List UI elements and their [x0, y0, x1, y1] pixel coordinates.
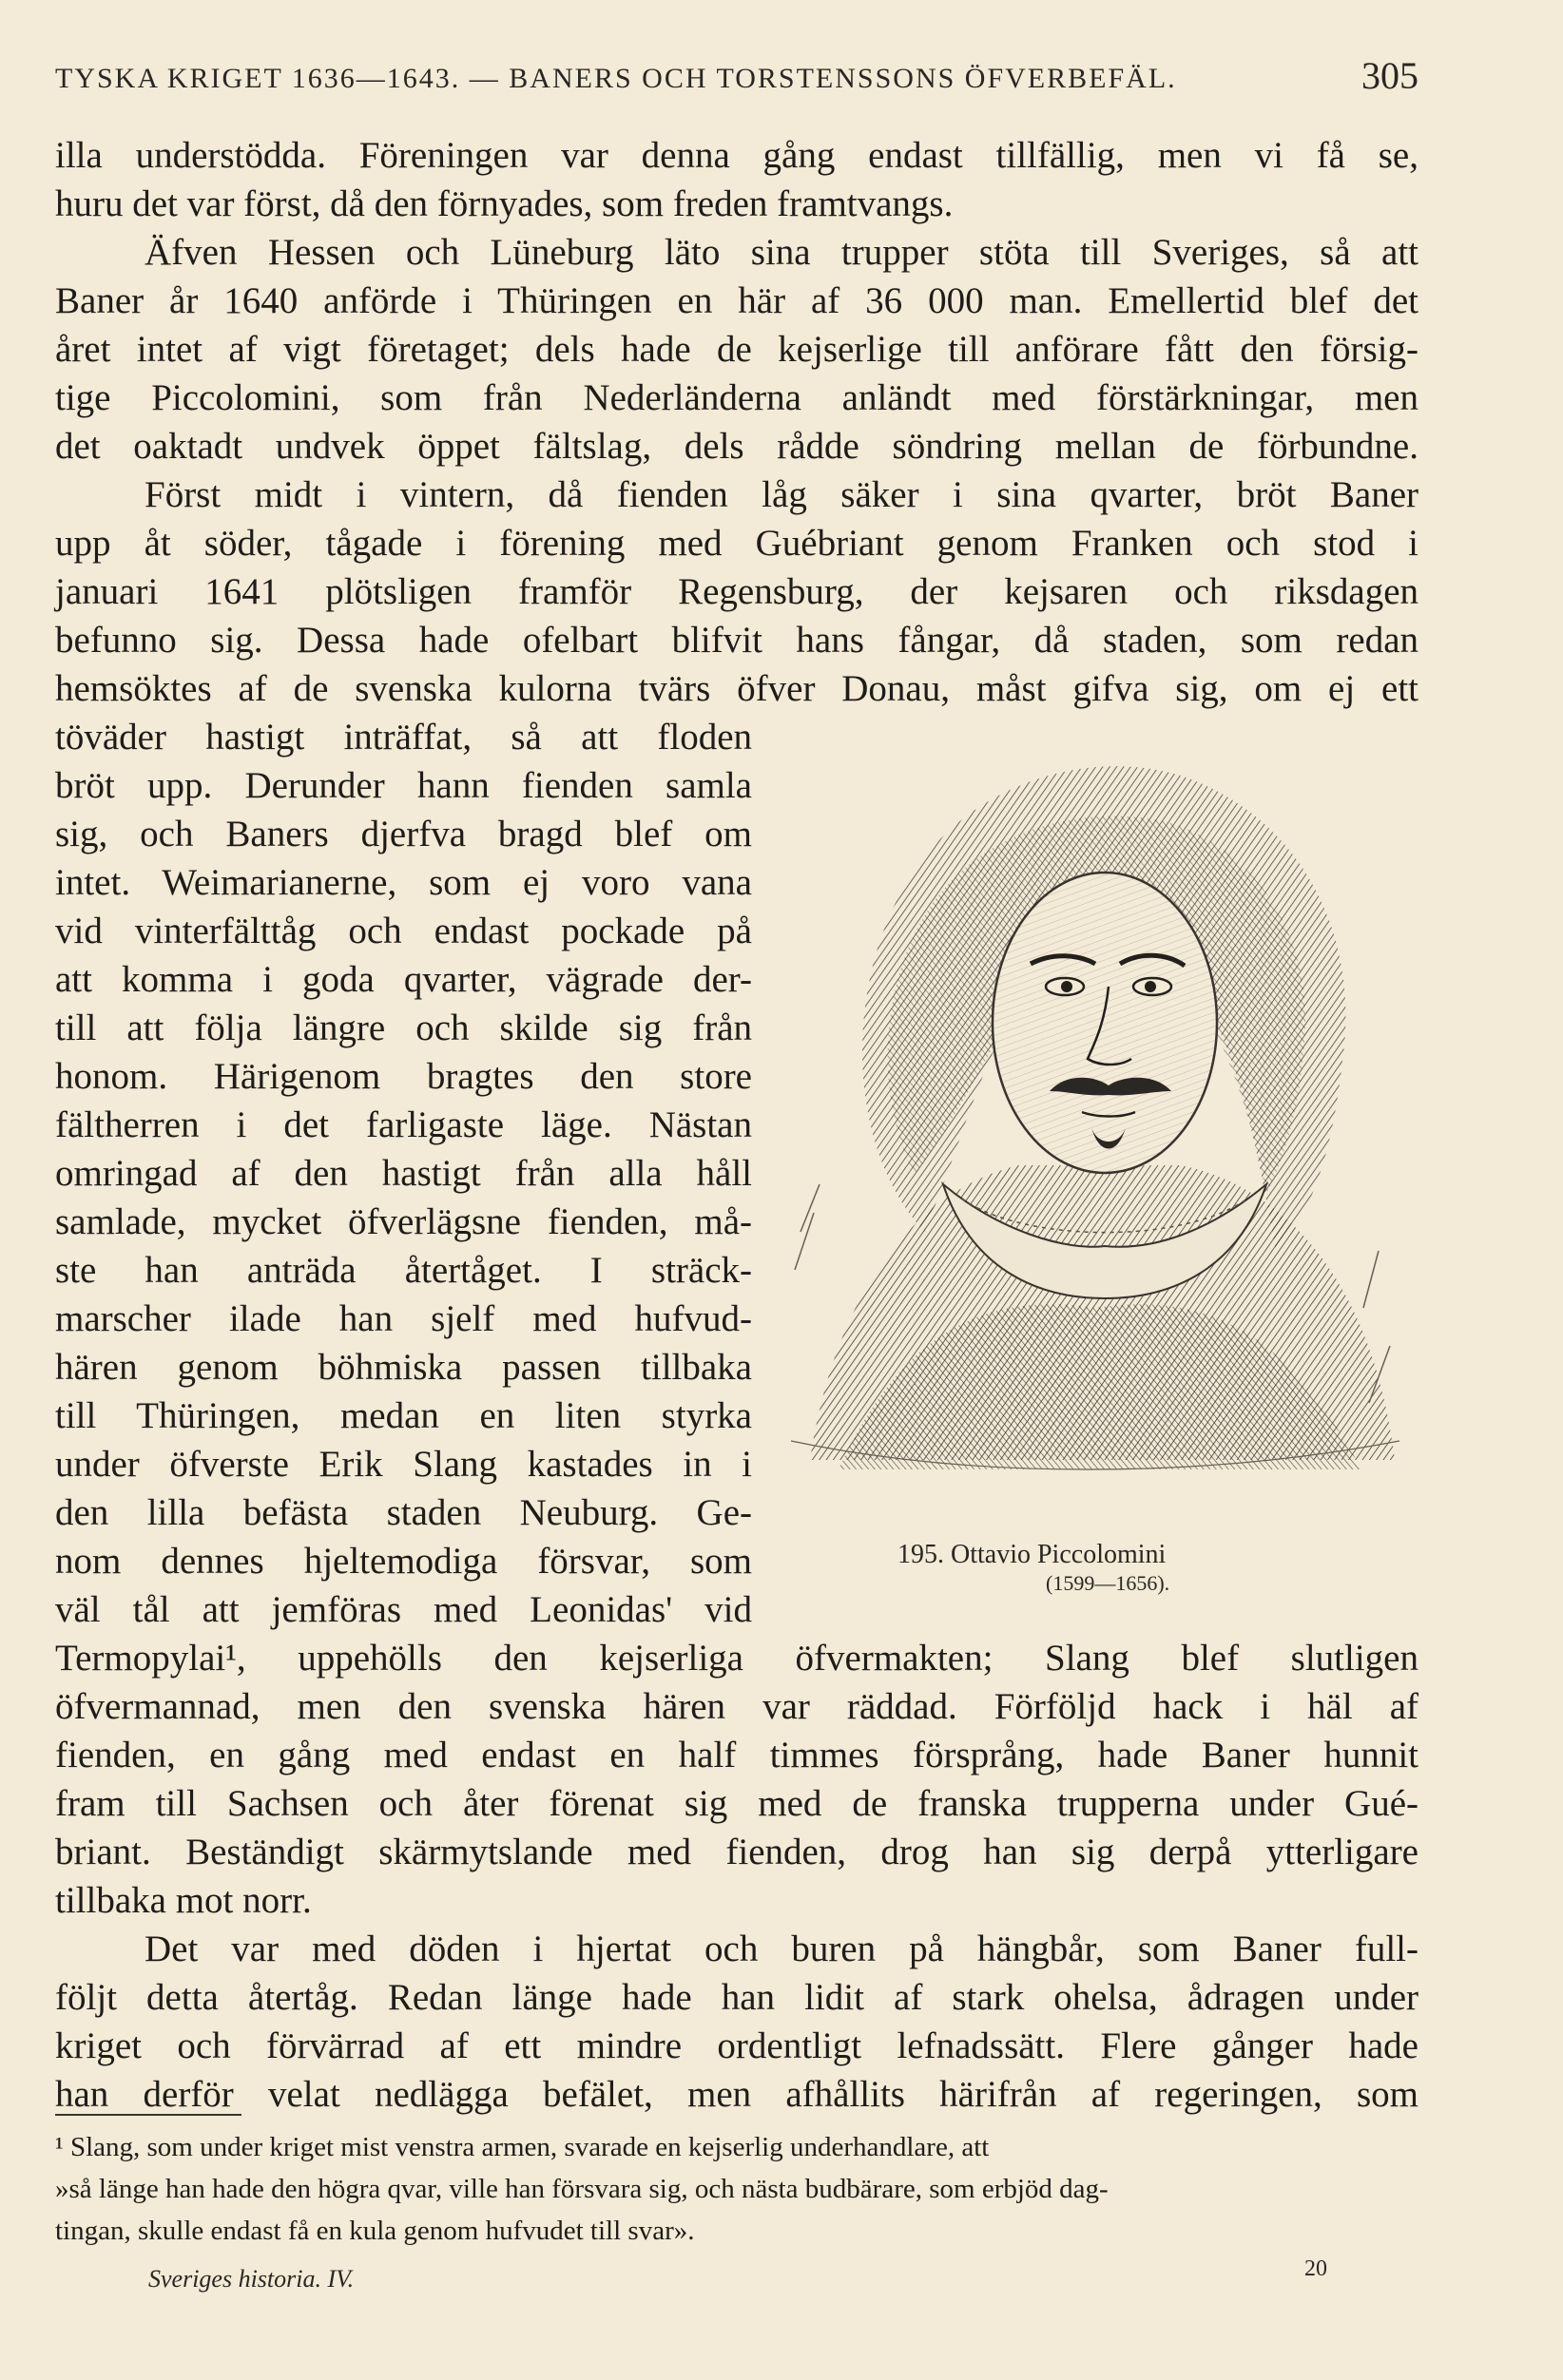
- body-line: sig, och Baners djerfva bragd blef om: [55, 814, 752, 854]
- body-line: hären genom böhmiska passen tillbaka: [55, 1347, 752, 1388]
- body-line: fram till Sachsen och åter förenat sig med de franska trupperna under Gué-: [55, 1783, 1418, 1824]
- body-line: briant. Beständigt skärmytslande med fienden, drog han sig derpå ytterligare: [55, 1832, 1418, 1872]
- body-line: Äfven Hessen och Lüneburg läto sina trupper stöta till Sveriges, så att: [145, 232, 1418, 273]
- body-line: under öfverste Erik Slang kastades in i: [55, 1444, 752, 1485]
- body-line: bröt upp. Derunder hann fienden samla: [55, 765, 752, 806]
- running-header: [55, 54, 1418, 97]
- body-line: öfvermannad, men den svenska hären var räddad. Förföljd hack i häl af: [55, 1686, 1418, 1727]
- body-line: väl tål att jemföras med Leonidas' vid: [55, 1589, 752, 1630]
- body-line: till Thüringen, medan en liten styrka: [55, 1395, 752, 1436]
- body-line: omringad af den hastigt från alla håll: [55, 1153, 752, 1194]
- body-line: ste han anträda återtåget. I sträck-: [55, 1250, 752, 1291]
- body-line: huru det var först, då den förnyades, som freden framtvangs.: [55, 183, 954, 224]
- body-line: kriget och förvärrad af ett mindre ordentligt lefnadssätt. Flere gånger hade: [55, 2025, 1418, 2066]
- body-line: januari 1641 plötsligen framför Regensburg, der kejsaren och riksdagen: [55, 571, 1418, 612]
- body-line: fienden, en gång med endast en half timmes försprång, hade Baner hunnit: [55, 1735, 1418, 1775]
- body-line: han derför velat nedlägga befälet, men afhållits härifrån af regeringen, som: [55, 2074, 1418, 2115]
- body-line: följt detta återtåg. Redan länge hade han lidit af stark ohelsa, ådragen under: [55, 1977, 1418, 2018]
- body-line: den lilla befästa staden Neuburg. Ge-: [55, 1492, 752, 1533]
- body-line: samlade, mycket öfverlägsne fienden, må-: [55, 1201, 752, 1242]
- body-line: vid vinterfälttåg och endast pockade på: [55, 911, 752, 951]
- footnote-line: »så länge han hade den högra qvar, ville han försvara sig, och nästa budbärare, som erbjöd dag-: [55, 2174, 1109, 2204]
- figure-dates: (1599—1656).: [1046, 1571, 1170, 1595]
- body-line: honom. Härigenom bragtes den store: [55, 1056, 752, 1097]
- page-number: 305: [1361, 54, 1418, 97]
- body-line: Det var med döden i hjertat och buren på hängbår, som Baner full-: [145, 1929, 1418, 1969]
- body-line: att komma i goda qvarter, vägrade der-: [55, 959, 752, 1000]
- body-line: nom dennes hjeltemodiga försvar, som: [55, 1541, 752, 1582]
- body-line: fältherren i det farligaste läge. Nästan: [55, 1104, 752, 1145]
- body-line: året intet af vigt företaget; dels hade de kejserlige till anförare fått den försig-: [55, 329, 1418, 370]
- book-title-footer: Sveriges historia. IV.: [148, 2265, 355, 2293]
- body-line: töväder hastigt inträffat, så att floden: [55, 717, 752, 758]
- figure-caption: 195. Ottavio Piccolomini: [897, 1540, 1167, 1569]
- signature-mark: 20: [1304, 2256, 1327, 2281]
- body-line: det oaktadt undvek öppet fältslag, dels rådde söndring mellan de förbundne.: [55, 426, 1418, 467]
- body-line: tillbaka mot norr.: [55, 1880, 312, 1921]
- portrait-engraving: [782, 738, 1409, 1528]
- body-line: intet. Weimarianerne, som ej voro vana: [55, 862, 752, 903]
- body-line: Baner år 1640 anförde i Thüringen en här af 36 000 man. Emellertid blef det: [55, 280, 1418, 321]
- body-line: Först midt i vintern, då fienden låg säker i sina qvarter, bröt Baner: [145, 474, 1418, 515]
- body-line: Termopylai¹, uppehölls den kejserliga öfvermakten; Slang blef slutligen: [55, 1638, 1418, 1679]
- running-title: TYSKA KRIGET 1636—1643. — BANERS OCH TORSTENSSONS ÖFVERBEFÄL.: [55, 63, 1177, 94]
- body-line: illa understödda. Föreningen var denna gång endast tillfällig, men vi få se,: [55, 135, 1418, 176]
- footnote-line: tingan, skulle endast få en kula genom hufvudet till svar».: [55, 2216, 695, 2246]
- body-line: marscher ilade han sjelf med hufvud-: [55, 1298, 752, 1339]
- footnote-line: ¹ Slang, som under kriget mist venstra armen, svarade en kejserlig underhandlare, att: [55, 2132, 990, 2162]
- body-line: upp åt söder, tågade i förening med Guébriant genom Franken och stod i: [55, 523, 1418, 564]
- body-line: tige Piccolomini, som från Nederländerna anländt med förstärkningar, men: [55, 377, 1418, 418]
- body-line: befunno sig. Dessa hade ofelbart blifvit hans fångar, då staden, som redan: [55, 620, 1418, 661]
- body-line: hemsöktes af de svenska kulorna tvärs öfver Donau, måst gifva sig, om ej ett: [55, 668, 1418, 709]
- footnote-rule: [55, 2114, 241, 2116]
- body-line: till att följa längre och skilde sig från: [55, 1008, 752, 1048]
